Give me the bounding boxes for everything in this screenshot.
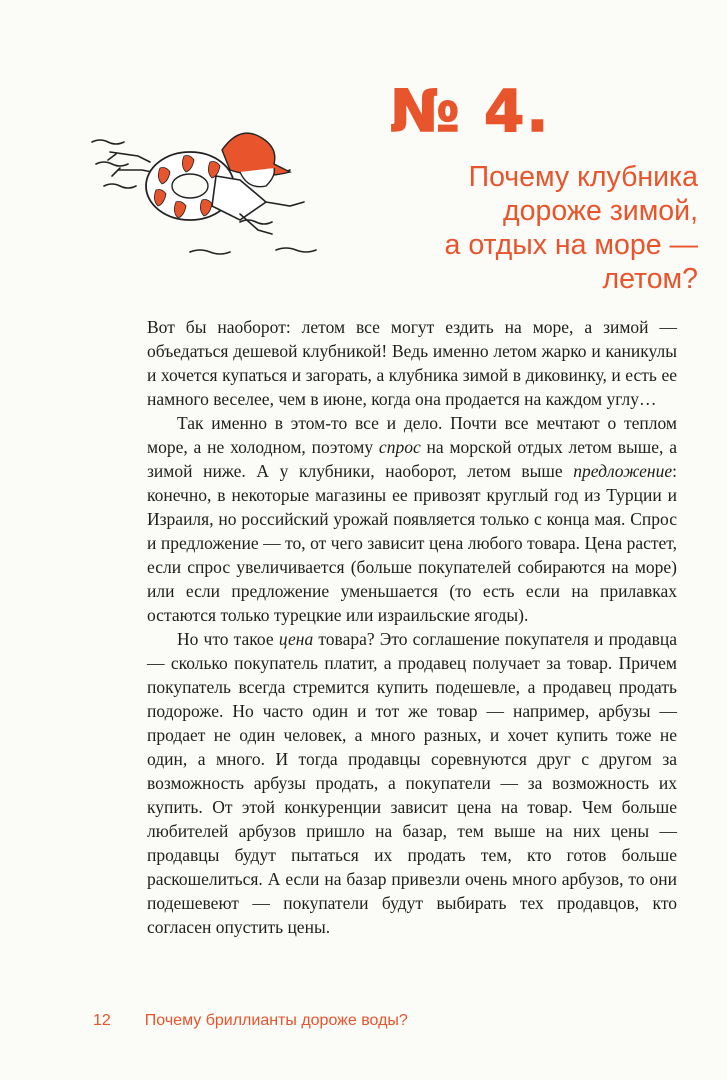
text-segment: : конечно, в некоторые магазины ее привозят круглый год из Турции и Израиля, но российский урожай появляется только с конца мая. Спрос и предложение — то, от чего зависит цена любого товара. Цена растет, если спрос увеличивается (больше покупателей собираются на море) или если предложение уменьшается (то есть если на прилавках остаются только турецкие или израильские ягоды). bbox=[147, 461, 677, 625]
chapter-title-line: а отдых на море — bbox=[444, 229, 698, 261]
body-text bbox=[147, 315, 677, 939]
boy-on-swim-ring-illustration bbox=[90, 110, 330, 270]
paragraph bbox=[147, 627, 677, 939]
term-demand: спрос bbox=[378, 437, 421, 457]
chapter-title-line: дороже зимой, bbox=[503, 195, 698, 227]
chapter-title bbox=[388, 160, 698, 296]
chapter-title-line: Почему клубника bbox=[468, 161, 698, 193]
running-title: Почему бриллианты дороже воды? bbox=[144, 1012, 408, 1029]
paragraph bbox=[147, 315, 677, 411]
text-segment: товара? Это соглашение покупателя и продавца — сколько покупатель платит, а продавец получает за товар. Причем покупатель всегда стремится купить подешевле, а продавец продать подороже. Но часто один и тот же товар — например, арбузы — продает не один человек, а много разных, и хочет купить тоже не один, а много. И тогда продавцы соревнуются друг с другом за возможность арбузы продать, а покупатели — за возможность их купить. От этой конкуренции зависит цена на товар. Чем больше любителей арбузов пришло на базар, тем выше на них цены — продавцы будут пытаться их продать тем, кто готов больше раскошелиться. А если на базар привезли очень много арбузов, то они подешевеют — покупатели будут выбирать тех продавцов, кто согласен опустить цены. bbox=[147, 629, 677, 937]
paragraph bbox=[147, 411, 677, 627]
term-supply: предложение bbox=[573, 461, 673, 481]
chapter-number: № 4. bbox=[390, 77, 551, 145]
page-footer bbox=[93, 1012, 408, 1030]
page-number: 12 bbox=[93, 1012, 111, 1029]
term-price: цена bbox=[278, 629, 314, 649]
text-segment: Вот бы наоборот: летом все могут ездить на море, а зимой — объедаться дешевой клубникой! Ведь именно летом жарко и каникулы и хочется купаться и загорать, а клубника зимой в диковинку, и есть ее намного веселее, чем в июне, когда она продается на каждом углу… bbox=[147, 317, 677, 409]
text-segment: Но что такое bbox=[177, 629, 279, 649]
text-segment: Так именно в этом-то все и дело. Почти все мечтают о теплом море, а не холодном, поэтому bbox=[147, 413, 677, 457]
text-segment: на морской отдых летом выше, а зимой ниже. А у клубники, наоборот, летом выше bbox=[147, 437, 677, 481]
chapter-title-line: летом? bbox=[602, 263, 698, 295]
